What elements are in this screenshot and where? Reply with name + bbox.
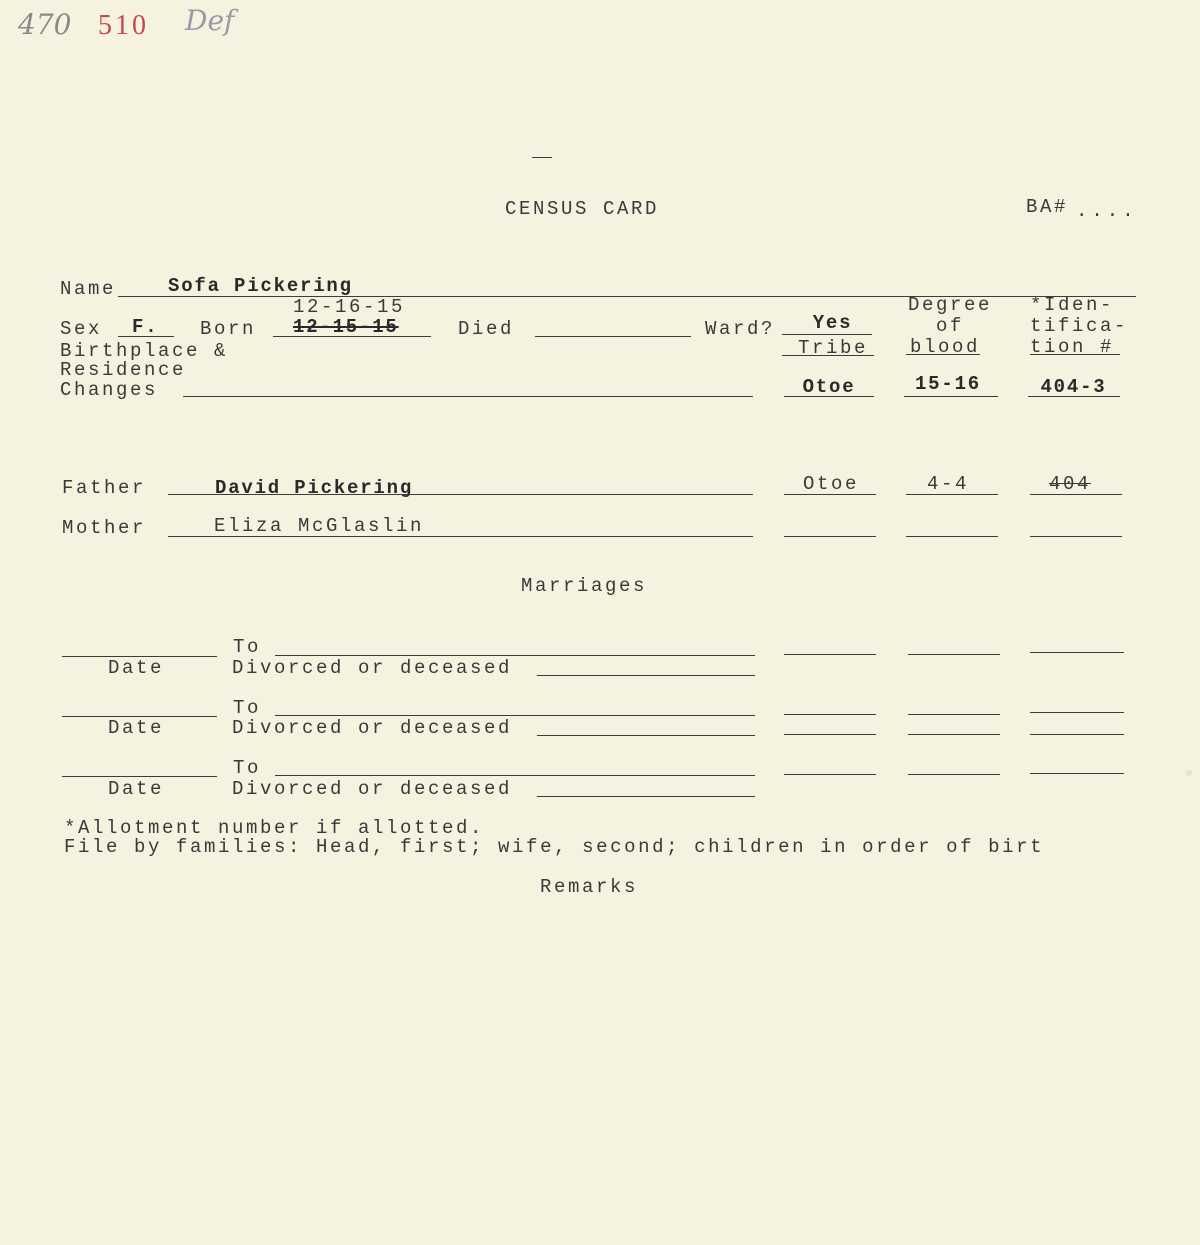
marriage-3-date-label: Date [108,778,165,800]
stamp-number: 510 [98,10,149,41]
sex-value: F. [132,316,159,338]
marriage-2-date-label: Date [108,717,165,739]
degree-header-1: Degree [907,294,992,316]
marriage-1-tribe-line [784,654,876,655]
handwritten-number: 470 [18,8,72,41]
ident-header-3: tion # [1030,336,1115,358]
marriage-1-divorced-label: Divorced or deceased [232,657,513,679]
ident-header-underline [1030,354,1120,355]
ident-header-1: *Iden- [1030,294,1115,316]
marriage-3-tribe-line [784,774,876,775]
tribe-label: Tribe [798,337,869,359]
marriage-1-to-label: To [233,636,262,658]
mother-label: Mother [62,517,147,539]
sex-label: Sex [60,318,103,340]
father-tribe-line [784,494,876,495]
father-tribe: Otoe [802,473,859,495]
footnote-allotment: *Allotment number if allotted. [64,817,485,839]
father-line [168,494,753,495]
degree-value: 15-16 [914,373,981,395]
marriage-2-divorced-label: Divorced or deceased [232,717,513,739]
father-identification: 404 [1048,473,1091,495]
birthplace-label-3: Changes [60,379,159,401]
marriage-2-ident-line [1030,712,1124,713]
marriage-2-to-label: To [233,697,262,719]
marriage-2-ident-line-b [1030,734,1124,735]
name-label: Name [60,278,117,300]
tribe-value: Otoe [802,376,856,398]
father-degree: 4-4 [926,473,969,495]
marriage-1-date-label: Date [108,657,165,679]
marriage-1-to-line [275,655,755,656]
tick-mark [532,157,552,158]
footnote-filing: File by families: Head, first; wife, second; children in order of birt [64,836,1045,858]
marriage-2-degree-line [908,714,1000,715]
degree-value-line [904,396,998,397]
ward-value: Yes [812,312,853,334]
marriages-heading: Marriages [521,575,648,597]
marriage-3-date-line [62,776,217,777]
father-identification-line [1030,494,1122,495]
identification-value: 404-3 [1040,376,1107,398]
handwritten-code: Def [185,4,235,37]
marriage-2-to-line [275,715,755,716]
marriage-1-degree-line [908,654,1000,655]
mother-tribe-line [784,536,876,537]
died-label: Died [458,318,515,340]
father-degree-line [906,494,998,495]
died-line [535,336,691,337]
ba-label: BA# [1026,196,1069,218]
birthplace-label-2: Residence [60,359,187,381]
born-corrected-value: 12-16-15 [293,296,406,318]
ident-header-2: tifica- [1030,315,1129,337]
born-struck-value: 12-15-15 [293,316,399,338]
name-value: Sofa Pickering [168,275,353,297]
marriage-3-ident-line [1030,773,1124,774]
degree-header-underline [906,354,980,355]
marriage-3-to-label: To [233,757,262,779]
ward-line [782,334,872,335]
birthplace-line [183,396,753,397]
mother-identification-line [1030,536,1122,537]
marriage-3-divorced-label: Divorced or deceased [232,778,513,800]
tribe-value-line [784,396,874,397]
sex-line [118,336,174,337]
father-name: David Pickering [215,477,414,499]
degree-header-2: of [935,315,964,337]
mother-degree-line [906,536,998,537]
marriage-2-tribe-line [784,714,876,715]
paper-speck [1186,770,1192,776]
marriage-2-tribe-line-b [784,734,876,735]
mother-name: Eliza McGlaslin [214,515,425,537]
father-label: Father [62,477,147,499]
marriage-2-degree-line-b [908,734,1000,735]
mother-line [168,536,753,537]
marriage-3-to-line [275,775,755,776]
marriage-1-divorced-line [537,675,755,676]
degree-header-3: blood [909,336,980,358]
marriage-3-divorced-line [537,796,755,797]
birthplace-label-1: Birthplace & [60,340,229,362]
remarks-heading: Remarks [540,876,639,898]
marriage-2-divorced-line [537,735,755,736]
born-label: Born [200,318,257,340]
card-title: CENSUS CARD [505,198,660,220]
ba-dots: .... [1076,200,1138,222]
marriage-1-ident-line [1030,652,1124,653]
marriage-3-degree-line [908,774,1000,775]
born-line [273,336,431,337]
tribe-header-underline [782,355,874,356]
identification-value-line [1028,396,1120,397]
ward-label: Ward? [705,318,776,340]
